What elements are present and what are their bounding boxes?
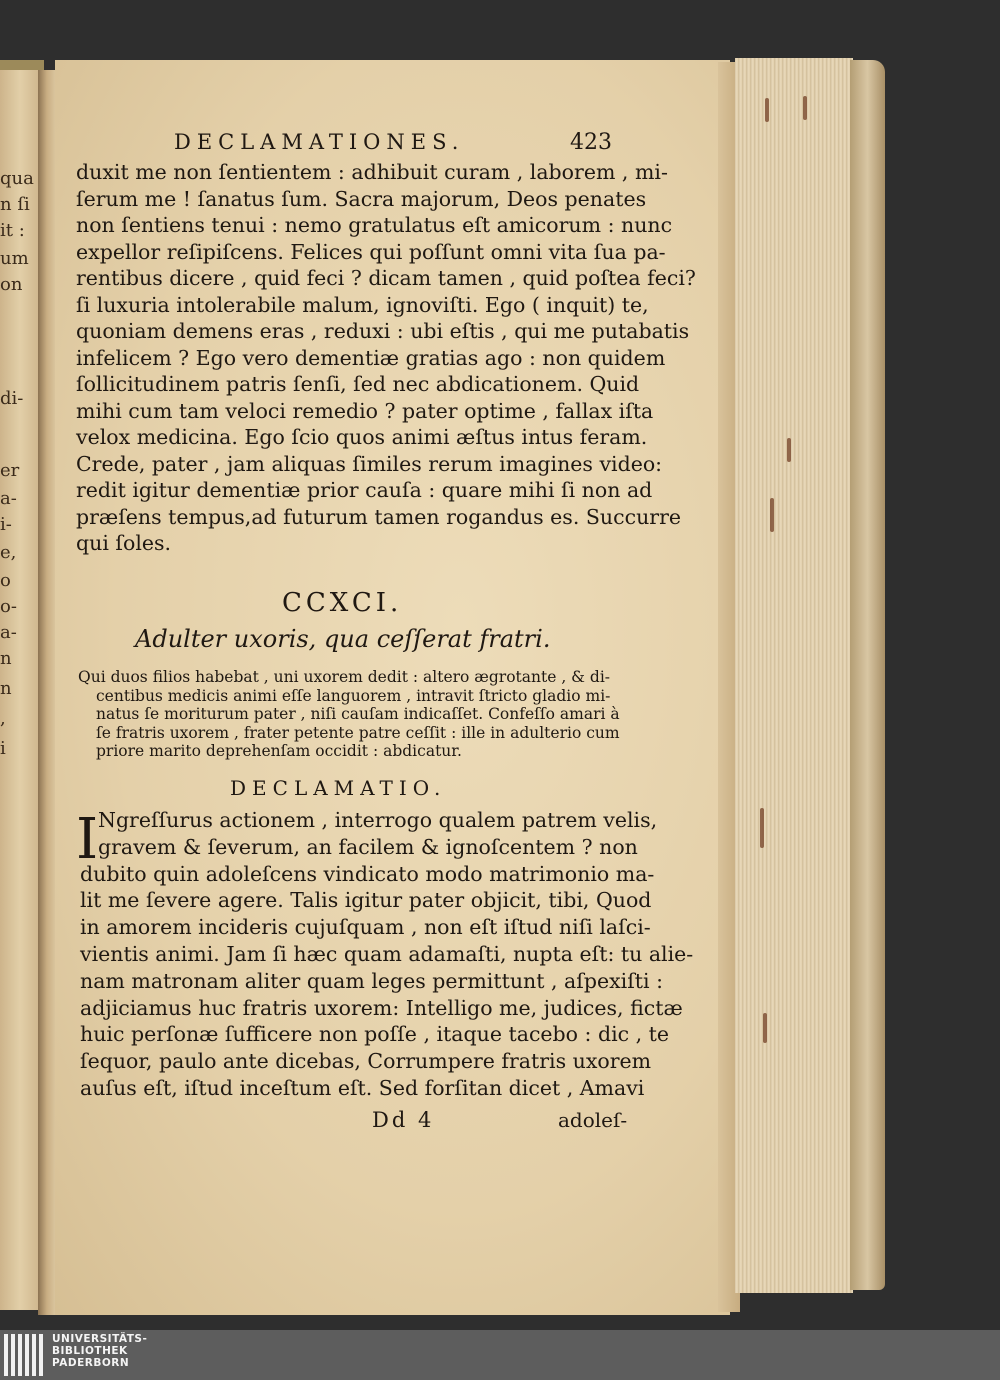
text-line: Crede, pater , jam aliquas ſimiles rerum imagines video: [76, 451, 663, 476]
logo-line: PADERBORN [52, 1357, 130, 1369]
text-line: adjiciamus huc fratris uxorem: Intelligo me, judices, fictæ [80, 995, 683, 1020]
drop-cap: I [76, 807, 99, 872]
running-head: DECLAMATIONES. [174, 130, 465, 154]
text-line: velox medicina. Ego ſcio quos animi æſtus intus feram. [76, 425, 648, 449]
text-line: quoniam demens eras , reduxi : ubi eſtis , qui me putabatis [76, 319, 690, 343]
left-fragment: n ſi [0, 194, 30, 215]
left-fragment: um [0, 248, 29, 269]
left-fragment: o- [0, 596, 17, 617]
text-line: ſequor, paulo ante dicebas, Corrumpere fratris uxorem [80, 1049, 652, 1074]
edge-stain [787, 438, 791, 462]
text-line: ſi luxuria intolerabile malum, ignoviſti. Ego ( inquit) te, [76, 292, 649, 317]
text-line: redit igitur dementiæ prior cauſa : quare mihi ſi non ad [76, 478, 653, 502]
logo-line: BIBLIOTHEK [52, 1345, 128, 1357]
left-fragment: o [0, 570, 11, 591]
text-line: nam matronam aliter quam leges permittunt , aſpexiſti : [80, 968, 664, 993]
book-cover [850, 60, 885, 1290]
edge-stain [803, 96, 807, 120]
text-line: huic perſonæ ſufficere non poſſe , itaque tacebo : dic , te [80, 1022, 670, 1047]
left-fragment: a- [0, 622, 17, 643]
section-title: Adulter uxoris, qua ceſſerat fratri. [135, 625, 551, 653]
left-fragment: a- [0, 488, 17, 509]
text-line: priore marito deprehenſam occidit : abdicatur. [96, 742, 462, 760]
text-line: ſe fratris uxorem , frater petente patre ceſſit : ille in adulterio cum [96, 723, 620, 742]
library-logo-text [52, 1333, 147, 1369]
page-number: 423 [570, 130, 612, 155]
left-fragment: er [0, 460, 20, 481]
text-line: lit me ſevere agere. Talis igitur pater objicit, tibi, Quod [80, 888, 652, 913]
edge-stain [770, 498, 774, 532]
text-line: ſerum me ! ſanatus ſum. Sacra majorum, Deos penates [76, 186, 647, 211]
text-line: auſus eſt, iſtud inceſtum eſt. Sed forſitan dicet , Amavi [80, 1076, 645, 1100]
text-line: ſollicitudinem patris ſenſi, ſed nec abdicationem. Quid [76, 372, 640, 396]
signature-mark: Dd 4 [372, 1108, 435, 1132]
left-fragment: e, [0, 542, 17, 563]
edge-stain [760, 808, 764, 848]
text-line: in amorem incideris cujuſquam , non eſt iſtud niſi laſci- [80, 915, 651, 940]
text-line: præſens tempus,ad futurum tamen rogandus es. Succurre [76, 504, 682, 529]
edge-stain [765, 98, 769, 122]
left-fragment: n [0, 648, 12, 669]
library-logo-icon [4, 1334, 44, 1376]
text-line: natus ſe moriturum pater , niſi cauſam indicaſſet. Confeſſo amari à [96, 705, 620, 723]
text-line: expellor reſipiſcens. Felices qui poſſunt omni vita ſua pa- [76, 239, 666, 264]
catchword: adoleſ- [558, 1108, 628, 1132]
text-line: duxit me non ſentientem : adhibuit curam , laborem , mi- [76, 160, 668, 184]
text-line: vientis animi. Jam ſi hæc quam adamaſti, nupta eſt: tu alie- [80, 942, 694, 966]
left-fragment: , [0, 708, 6, 729]
text-line: gravem & ſeverum, an facilem & ignoſcentem ? non [98, 834, 638, 859]
text-line: Ngreſſurus actionem , interrogo qualem patrem velis, [98, 808, 658, 832]
logo-line: UNIVERSITÄTS- [52, 1333, 148, 1345]
left-fragment: i- [0, 514, 12, 535]
text-line: centibus medicis animi eſſe languorem , intravit ſtricto gladio mi- [96, 686, 611, 705]
left-fragment: i [0, 738, 6, 759]
text-line: infelicem ? Ego vero dementiæ gratias ago : non quidem [76, 345, 666, 370]
edge-stain [763, 1013, 767, 1043]
text-line: Qui duos filios habebat , uni uxorem dedit : altero ægrotante , & di- [78, 668, 611, 686]
left-fragment: qua [0, 168, 34, 189]
declamatio-heading: DECLAMATIO. [230, 776, 447, 800]
left-fragment: it : [0, 220, 25, 241]
text-line: qui ſoles. [76, 531, 172, 555]
text-line: mihi cum tam veloci remedio ? pater optime , fallax iſta [76, 398, 654, 423]
text-line: non ſentiens tenui : nemo gratulatus eſt amicorum : nunc [76, 213, 673, 237]
library-footer [0, 1330, 1000, 1380]
text-line: rentibus dicere , quid feci ? dicam tamen , quid poſtea feci? [76, 266, 696, 290]
text-line: dubito quin adoleſcens vindicato modo matrimonio ma- [80, 861, 655, 886]
left-fragment: n [0, 678, 12, 699]
section-number: CCXCI. [282, 588, 403, 618]
fore-edge [735, 58, 853, 1293]
left-fragment: di- [0, 388, 24, 409]
left-fragment: on [0, 274, 23, 295]
